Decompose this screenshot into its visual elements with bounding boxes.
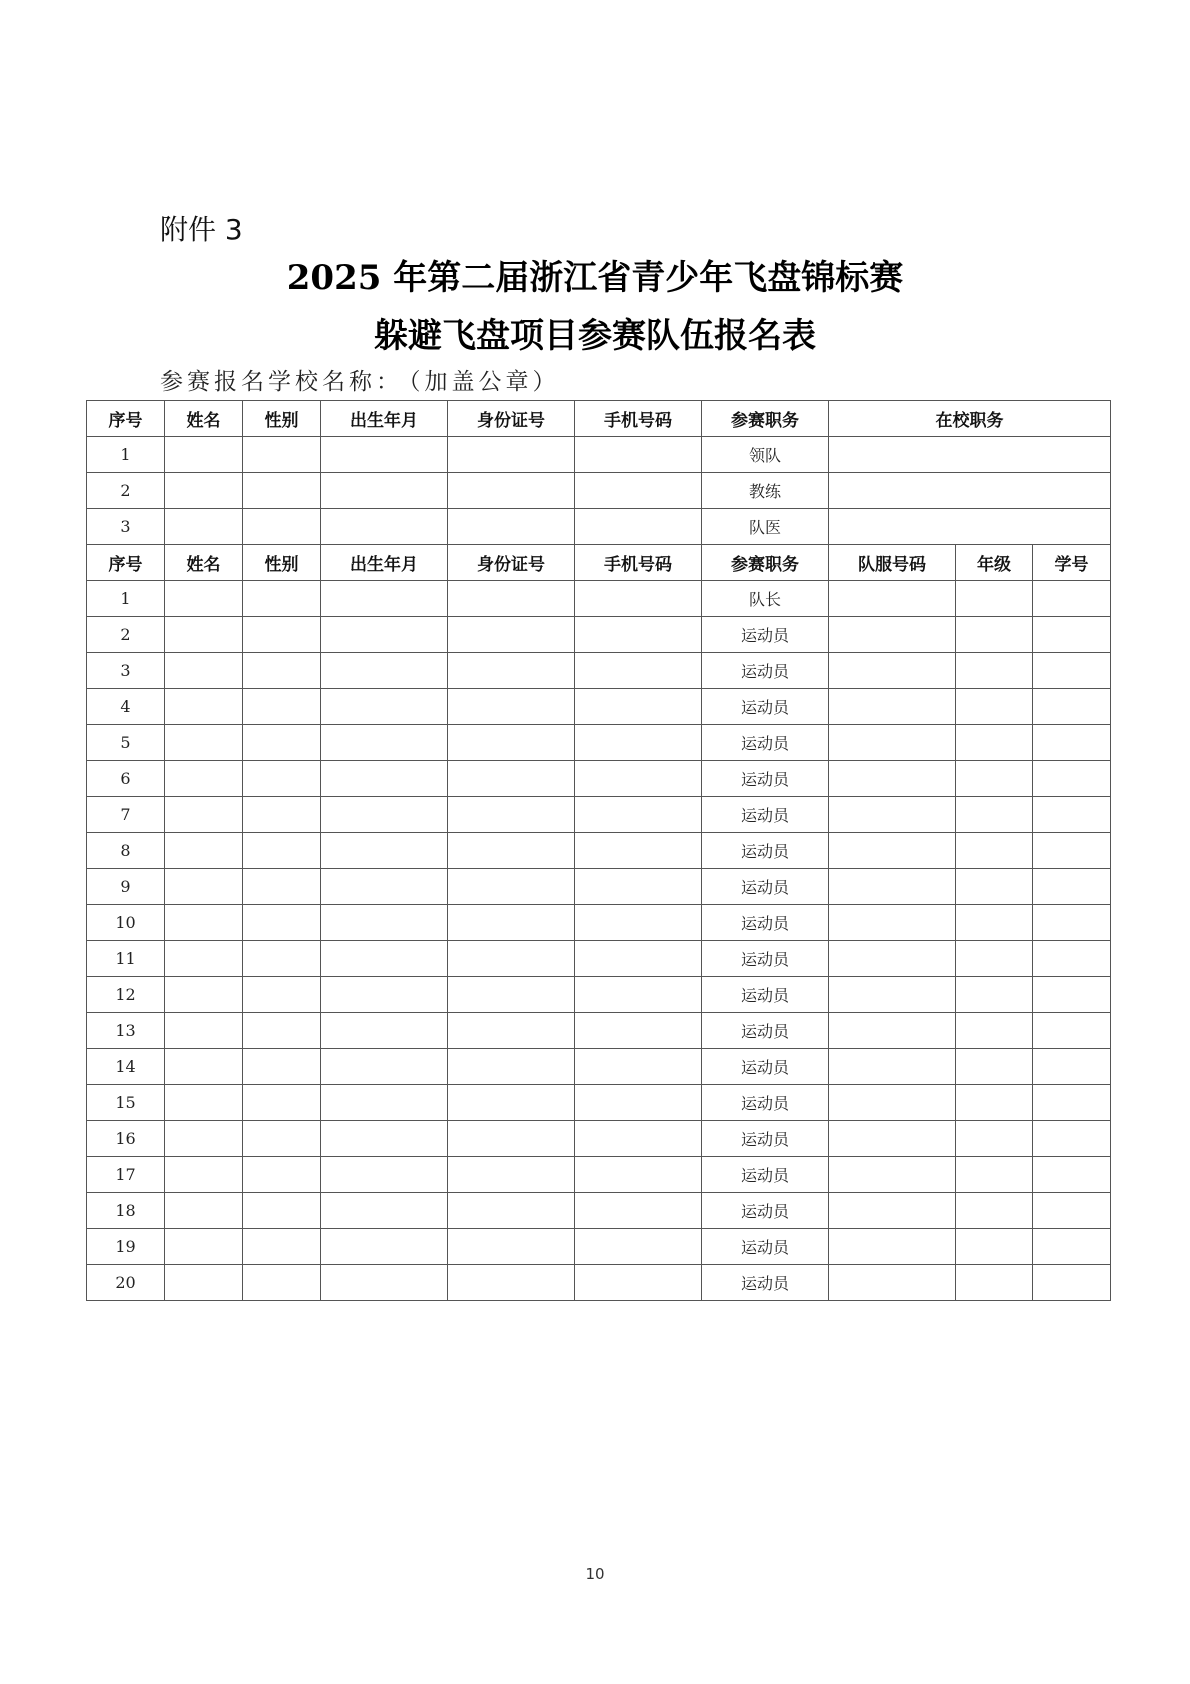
grade-cell[interactable] xyxy=(956,905,1033,941)
phone-cell[interactable] xyxy=(575,689,702,725)
id-number-cell[interactable] xyxy=(448,797,575,833)
row-number: 9 xyxy=(87,869,165,905)
phone-cell[interactable] xyxy=(575,1085,702,1121)
gender-cell[interactable] xyxy=(243,653,321,689)
id-number-cell[interactable] xyxy=(448,437,575,473)
role-cell: 运动员 xyxy=(702,761,829,797)
column-header: 手机号码 xyxy=(575,545,702,581)
row-number: 2 xyxy=(87,473,165,509)
grade-cell[interactable] xyxy=(956,581,1033,617)
birth-month-cell[interactable] xyxy=(321,653,448,689)
school-position-cell[interactable] xyxy=(829,437,1111,473)
grade-cell[interactable] xyxy=(956,617,1033,653)
name-cell[interactable] xyxy=(165,1265,243,1301)
row-number: 4 xyxy=(87,689,165,725)
student-id-cell[interactable] xyxy=(1033,725,1111,761)
role-cell: 运动员 xyxy=(702,977,829,1013)
student-id-cell[interactable] xyxy=(1033,1121,1111,1157)
row-number: 3 xyxy=(87,509,165,545)
grade-cell[interactable] xyxy=(956,1265,1033,1301)
phone-cell[interactable] xyxy=(575,1157,702,1193)
id-number-cell[interactable] xyxy=(448,869,575,905)
phone-cell[interactable] xyxy=(575,797,702,833)
jersey-number-cell[interactable] xyxy=(829,725,956,761)
row-number: 1 xyxy=(87,437,165,473)
player-row xyxy=(87,1157,1111,1193)
grade-cell[interactable] xyxy=(956,797,1033,833)
gender-cell[interactable] xyxy=(243,869,321,905)
birth-month-cell[interactable] xyxy=(321,1085,448,1121)
gender-cell[interactable] xyxy=(243,797,321,833)
phone-cell[interactable] xyxy=(575,509,702,545)
row-number: 3 xyxy=(87,653,165,689)
role-cell: 运动员 xyxy=(702,617,829,653)
name-cell[interactable] xyxy=(165,725,243,761)
birth-month-cell[interactable] xyxy=(321,1013,448,1049)
gender-cell[interactable] xyxy=(243,617,321,653)
phone-cell[interactable] xyxy=(575,1265,702,1301)
phone-cell[interactable] xyxy=(575,473,702,509)
grade-cell[interactable] xyxy=(956,941,1033,977)
column-header: 出生年月 xyxy=(321,545,448,581)
row-number: 2 xyxy=(87,617,165,653)
birth-month-cell[interactable] xyxy=(321,617,448,653)
jersey-number-cell[interactable] xyxy=(829,869,956,905)
student-id-cell[interactable] xyxy=(1033,797,1111,833)
student-id-cell[interactable] xyxy=(1033,1265,1111,1301)
jersey-number-cell[interactable] xyxy=(829,1193,956,1229)
birth-month-cell[interactable] xyxy=(321,1157,448,1193)
grade-cell[interactable] xyxy=(956,1193,1033,1229)
id-number-cell[interactable] xyxy=(448,905,575,941)
name-cell[interactable] xyxy=(165,1013,243,1049)
jersey-number-cell[interactable] xyxy=(829,1013,956,1049)
attachment-label: 附件 3 xyxy=(160,213,243,246)
jersey-number-cell[interactable] xyxy=(829,1049,956,1085)
role-cell: 运动员 xyxy=(702,941,829,977)
name-cell[interactable] xyxy=(165,905,243,941)
column-header: 出生年月 xyxy=(321,401,448,437)
name-cell[interactable] xyxy=(165,617,243,653)
phone-cell[interactable] xyxy=(575,617,702,653)
player-row xyxy=(87,905,1111,941)
row-number: 13 xyxy=(87,1013,165,1049)
phone-cell[interactable] xyxy=(575,761,702,797)
grade-cell[interactable] xyxy=(956,653,1033,689)
player-row xyxy=(87,869,1111,905)
phone-cell[interactable] xyxy=(575,1121,702,1157)
player-row xyxy=(87,761,1111,797)
gender-cell[interactable] xyxy=(243,1229,321,1265)
birth-month-cell[interactable] xyxy=(321,1229,448,1265)
grade-cell[interactable] xyxy=(956,1121,1033,1157)
player-row xyxy=(87,1013,1111,1049)
jersey-number-cell[interactable] xyxy=(829,833,956,869)
row-number: 18 xyxy=(87,1193,165,1229)
id-number-cell[interactable] xyxy=(448,617,575,653)
school-position-cell[interactable] xyxy=(829,473,1111,509)
role-cell: 运动员 xyxy=(702,1265,829,1301)
grade-cell[interactable] xyxy=(956,1085,1033,1121)
jersey-number-cell[interactable] xyxy=(829,761,956,797)
student-id-cell[interactable] xyxy=(1033,1229,1111,1265)
player-row xyxy=(87,977,1111,1013)
role-cell: 运动员 xyxy=(702,1049,829,1085)
name-cell[interactable] xyxy=(165,509,243,545)
gender-cell[interactable] xyxy=(243,1013,321,1049)
phone-cell[interactable] xyxy=(575,725,702,761)
gender-cell[interactable] xyxy=(243,761,321,797)
gender-cell[interactable] xyxy=(243,473,321,509)
column-header: 在校职务 xyxy=(829,401,1111,437)
player-row xyxy=(87,617,1111,653)
staff-header-row xyxy=(87,401,1111,437)
jersey-number-cell[interactable] xyxy=(829,653,956,689)
phone-cell[interactable] xyxy=(575,1049,702,1085)
student-id-cell[interactable] xyxy=(1033,1085,1111,1121)
name-cell[interactable] xyxy=(165,869,243,905)
grade-cell[interactable] xyxy=(956,977,1033,1013)
role-cell: 教练 xyxy=(702,473,829,509)
id-number-cell[interactable] xyxy=(448,1229,575,1265)
player-row xyxy=(87,653,1111,689)
student-id-cell[interactable] xyxy=(1033,689,1111,725)
student-id-cell[interactable] xyxy=(1033,653,1111,689)
gender-cell[interactable] xyxy=(243,1049,321,1085)
row-number: 12 xyxy=(87,977,165,1013)
jersey-number-cell[interactable] xyxy=(829,689,956,725)
birth-month-cell[interactable] xyxy=(321,581,448,617)
birth-month-cell[interactable] xyxy=(321,1265,448,1301)
staff-row xyxy=(87,509,1111,545)
id-number-cell[interactable] xyxy=(448,761,575,797)
jersey-number-cell[interactable] xyxy=(829,1157,956,1193)
gender-cell[interactable] xyxy=(243,941,321,977)
column-header: 参赛职务 xyxy=(702,545,829,581)
role-cell: 运动员 xyxy=(702,833,829,869)
gender-cell[interactable] xyxy=(243,1121,321,1157)
phone-cell[interactable] xyxy=(575,833,702,869)
gender-cell[interactable] xyxy=(243,437,321,473)
gender-cell[interactable] xyxy=(243,977,321,1013)
row-number: 10 xyxy=(87,905,165,941)
name-cell[interactable] xyxy=(165,1229,243,1265)
student-id-cell[interactable] xyxy=(1033,1013,1111,1049)
grade-cell[interactable] xyxy=(956,833,1033,869)
gender-cell[interactable] xyxy=(243,1085,321,1121)
name-cell[interactable] xyxy=(165,833,243,869)
role-cell: 运动员 xyxy=(702,689,829,725)
column-header: 队服号码 xyxy=(829,545,956,581)
id-number-cell[interactable] xyxy=(448,1013,575,1049)
column-header: 性别 xyxy=(243,545,321,581)
jersey-number-cell[interactable] xyxy=(829,581,956,617)
role-cell: 运动员 xyxy=(702,1157,829,1193)
role-cell: 运动员 xyxy=(702,1229,829,1265)
phone-cell[interactable] xyxy=(575,653,702,689)
birth-month-cell[interactable] xyxy=(321,437,448,473)
name-cell[interactable] xyxy=(165,977,243,1013)
id-number-cell[interactable] xyxy=(448,833,575,869)
column-header: 身份证号 xyxy=(448,401,575,437)
name-cell[interactable] xyxy=(165,1049,243,1085)
jersey-number-cell[interactable] xyxy=(829,941,956,977)
row-number: 14 xyxy=(87,1049,165,1085)
student-id-cell[interactable] xyxy=(1033,869,1111,905)
birth-month-cell[interactable] xyxy=(321,473,448,509)
student-id-cell[interactable] xyxy=(1033,1049,1111,1085)
role-cell: 运动员 xyxy=(702,905,829,941)
student-id-cell[interactable] xyxy=(1033,1157,1111,1193)
role-cell: 运动员 xyxy=(702,797,829,833)
id-number-cell[interactable] xyxy=(448,653,575,689)
name-cell[interactable] xyxy=(165,761,243,797)
row-number: 20 xyxy=(87,1265,165,1301)
phone-cell[interactable] xyxy=(575,1193,702,1229)
player-row xyxy=(87,581,1111,617)
id-number-cell[interactable] xyxy=(448,689,575,725)
grade-cell[interactable] xyxy=(956,761,1033,797)
id-number-cell[interactable] xyxy=(448,1265,575,1301)
id-number-cell[interactable] xyxy=(448,941,575,977)
registration-table xyxy=(86,400,1111,1301)
player-row xyxy=(87,941,1111,977)
phone-cell[interactable] xyxy=(575,977,702,1013)
id-number-cell[interactable] xyxy=(448,1157,575,1193)
column-header: 序号 xyxy=(87,401,165,437)
name-cell[interactable] xyxy=(165,941,243,977)
player-row xyxy=(87,689,1111,725)
name-cell[interactable] xyxy=(165,797,243,833)
gender-cell[interactable] xyxy=(243,581,321,617)
column-header: 序号 xyxy=(87,545,165,581)
role-cell: 运动员 xyxy=(702,725,829,761)
student-id-cell[interactable] xyxy=(1033,1193,1111,1229)
name-cell[interactable] xyxy=(165,689,243,725)
id-number-cell[interactable] xyxy=(448,509,575,545)
birth-month-cell[interactable] xyxy=(321,509,448,545)
name-cell[interactable] xyxy=(165,1193,243,1229)
name-cell[interactable] xyxy=(165,473,243,509)
staff-row xyxy=(87,437,1111,473)
birth-month-cell[interactable] xyxy=(321,1193,448,1229)
role-cell: 运动员 xyxy=(702,1013,829,1049)
column-header: 学号 xyxy=(1033,545,1111,581)
school-position-cell[interactable] xyxy=(829,509,1111,545)
column-header: 身份证号 xyxy=(448,545,575,581)
id-number-cell[interactable] xyxy=(448,1193,575,1229)
phone-cell[interactable] xyxy=(575,905,702,941)
role-cell: 运动员 xyxy=(702,1121,829,1157)
jersey-number-cell[interactable] xyxy=(829,905,956,941)
gender-cell[interactable] xyxy=(243,689,321,725)
birth-month-cell[interactable] xyxy=(321,905,448,941)
id-number-cell[interactable] xyxy=(448,1049,575,1085)
birth-month-cell[interactable] xyxy=(321,689,448,725)
birth-month-cell[interactable] xyxy=(321,761,448,797)
school-seal-note: （加盖公章） xyxy=(409,369,560,395)
role-cell: 领队 xyxy=(702,437,829,473)
phone-cell[interactable] xyxy=(575,869,702,905)
row-number: 19 xyxy=(87,1229,165,1265)
role-cell: 队医 xyxy=(702,509,829,545)
document-title-line1: 2025 年第二届浙江省青少年飞盘锦标赛 xyxy=(286,258,904,298)
jersey-number-cell[interactable] xyxy=(829,797,956,833)
name-cell[interactable] xyxy=(165,653,243,689)
id-number-cell[interactable] xyxy=(448,1121,575,1157)
grade-cell[interactable] xyxy=(956,1157,1033,1193)
student-id-cell[interactable] xyxy=(1033,905,1111,941)
grade-cell[interactable] xyxy=(956,1013,1033,1049)
jersey-number-cell[interactable] xyxy=(829,977,956,1013)
role-cell: 队长 xyxy=(702,581,829,617)
row-number: 17 xyxy=(87,1157,165,1193)
jersey-number-cell[interactable] xyxy=(829,1085,956,1121)
jersey-number-cell[interactable] xyxy=(829,1229,956,1265)
row-number: 8 xyxy=(87,833,165,869)
jersey-number-cell[interactable] xyxy=(829,1265,956,1301)
player-row xyxy=(87,1265,1111,1301)
gender-cell[interactable] xyxy=(243,1265,321,1301)
row-number: 5 xyxy=(87,725,165,761)
school-name-label: 参赛报名学校名称： xyxy=(160,369,403,395)
column-header: 姓名 xyxy=(165,545,243,581)
row-number: 7 xyxy=(87,797,165,833)
gender-cell[interactable] xyxy=(243,1193,321,1229)
column-header: 年级 xyxy=(956,545,1033,581)
birth-month-cell[interactable] xyxy=(321,941,448,977)
gender-cell[interactable] xyxy=(243,833,321,869)
player-row xyxy=(87,1193,1111,1229)
phone-cell[interactable] xyxy=(575,941,702,977)
jersey-number-cell[interactable] xyxy=(829,1121,956,1157)
birth-month-cell[interactable] xyxy=(321,833,448,869)
row-number: 1 xyxy=(87,581,165,617)
jersey-number-cell[interactable] xyxy=(829,617,956,653)
id-number-cell[interactable] xyxy=(448,725,575,761)
grade-cell[interactable] xyxy=(956,1229,1033,1265)
name-cell[interactable] xyxy=(165,1121,243,1157)
grade-cell[interactable] xyxy=(956,1049,1033,1085)
player-row xyxy=(87,725,1111,761)
id-number-cell[interactable] xyxy=(448,473,575,509)
grade-cell[interactable] xyxy=(956,689,1033,725)
grade-cell[interactable] xyxy=(956,725,1033,761)
column-header: 手机号码 xyxy=(575,401,702,437)
column-header: 性别 xyxy=(243,401,321,437)
gender-cell[interactable] xyxy=(243,725,321,761)
phone-cell[interactable] xyxy=(575,581,702,617)
birth-month-cell[interactable] xyxy=(321,725,448,761)
player-row xyxy=(87,1085,1111,1121)
student-id-cell[interactable] xyxy=(1033,761,1111,797)
row-number: 15 xyxy=(87,1085,165,1121)
role-cell: 运动员 xyxy=(702,1085,829,1121)
row-number: 16 xyxy=(87,1121,165,1157)
student-id-cell[interactable] xyxy=(1033,977,1111,1013)
player-row xyxy=(87,833,1111,869)
phone-cell[interactable] xyxy=(575,1229,702,1265)
birth-month-cell[interactable] xyxy=(321,977,448,1013)
gender-cell[interactable] xyxy=(243,905,321,941)
id-number-cell[interactable] xyxy=(448,581,575,617)
column-header: 参赛职务 xyxy=(702,401,829,437)
role-cell: 运动员 xyxy=(702,653,829,689)
name-cell[interactable] xyxy=(165,437,243,473)
id-number-cell[interactable] xyxy=(448,1085,575,1121)
row-number: 6 xyxy=(87,761,165,797)
student-id-cell[interactable] xyxy=(1033,833,1111,869)
phone-cell[interactable] xyxy=(575,437,702,473)
name-cell[interactable] xyxy=(165,1085,243,1121)
birth-month-cell[interactable] xyxy=(321,869,448,905)
student-id-cell[interactable] xyxy=(1033,941,1111,977)
birth-month-cell[interactable] xyxy=(321,1121,448,1157)
document-title-line2: 躲避飞盘项目参赛队伍报名表 xyxy=(374,316,816,356)
birth-month-cell[interactable] xyxy=(321,1049,448,1085)
player-row xyxy=(87,1049,1111,1085)
role-cell: 运动员 xyxy=(702,869,829,905)
school-name-line xyxy=(160,367,560,397)
column-header: 姓名 xyxy=(165,401,243,437)
name-cell[interactable] xyxy=(165,581,243,617)
gender-cell[interactable] xyxy=(243,509,321,545)
player-header-row xyxy=(87,545,1111,581)
staff-row xyxy=(87,473,1111,509)
phone-cell[interactable] xyxy=(575,1013,702,1049)
player-row xyxy=(87,1229,1111,1265)
grade-cell[interactable] xyxy=(956,869,1033,905)
gender-cell[interactable] xyxy=(243,1157,321,1193)
page-number: 10 xyxy=(585,1565,605,1583)
player-row xyxy=(87,1121,1111,1157)
name-cell[interactable] xyxy=(165,1157,243,1193)
student-id-cell[interactable] xyxy=(1033,581,1111,617)
id-number-cell[interactable] xyxy=(448,977,575,1013)
row-number: 11 xyxy=(87,941,165,977)
birth-month-cell[interactable] xyxy=(321,797,448,833)
role-cell: 运动员 xyxy=(702,1193,829,1229)
student-id-cell[interactable] xyxy=(1033,617,1111,653)
player-row xyxy=(87,797,1111,833)
